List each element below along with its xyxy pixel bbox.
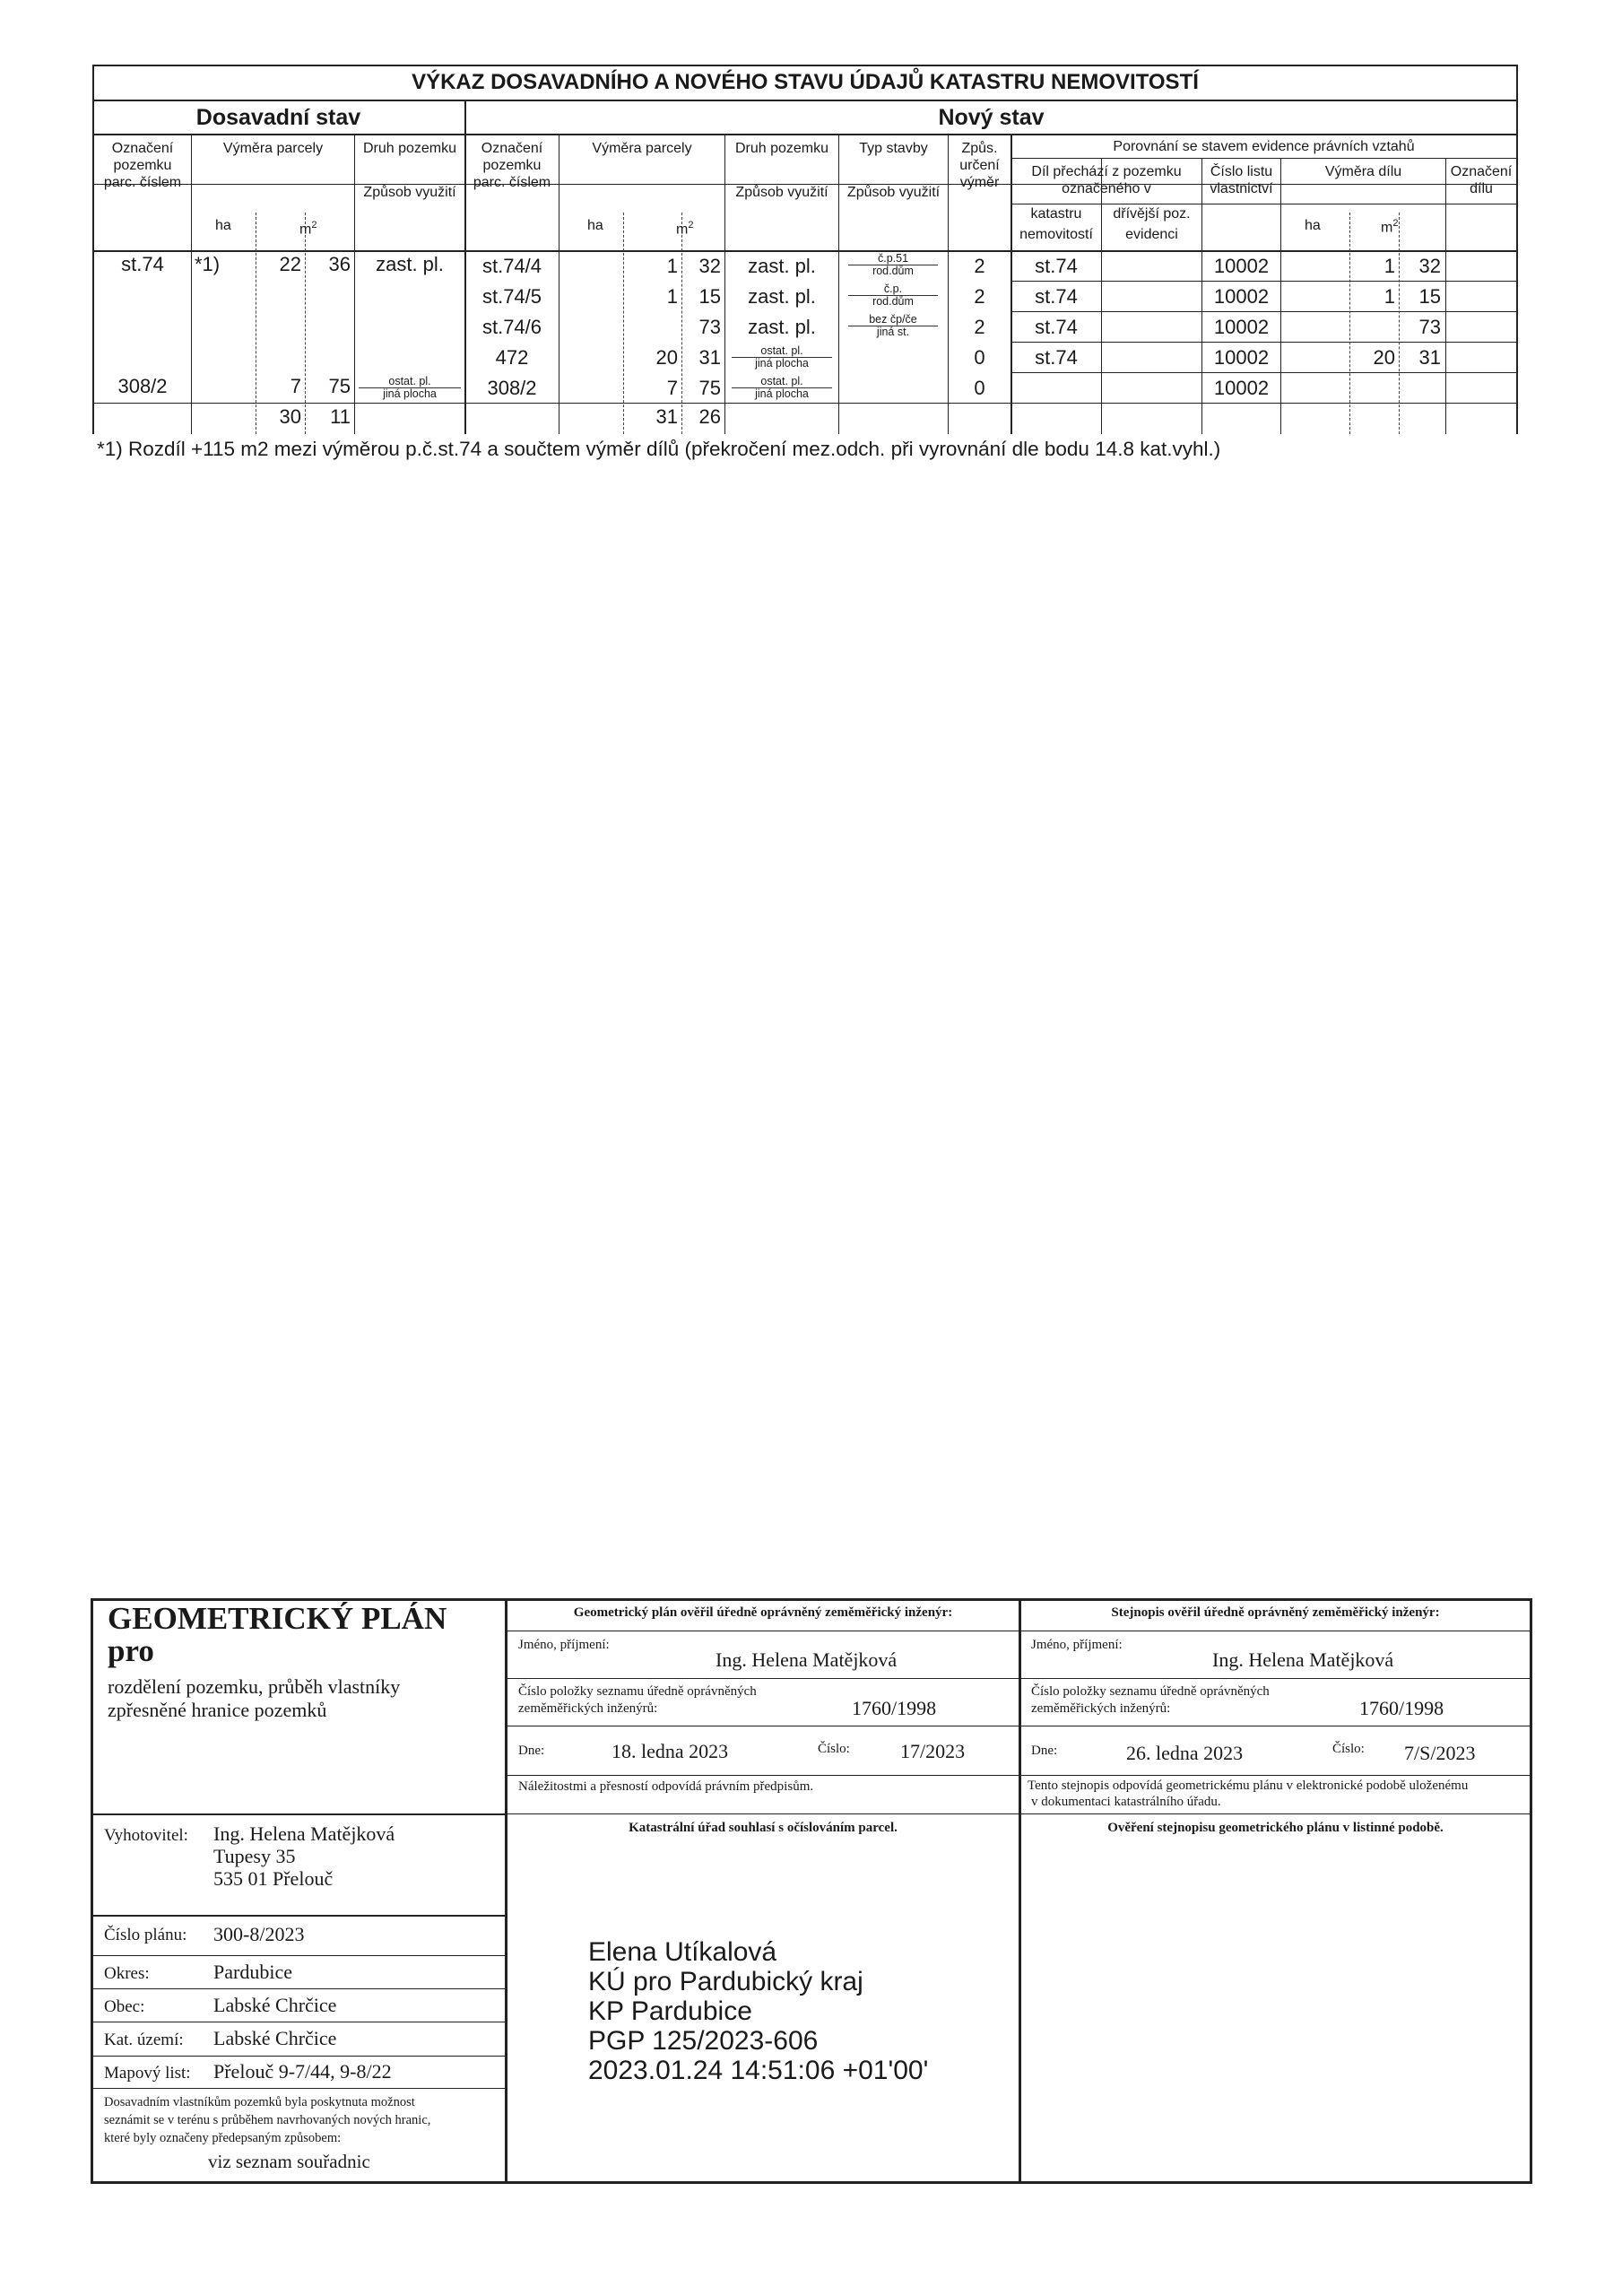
new-ha: 7: [666, 377, 678, 399]
plan-title: GEOMETRICKÝ PLÁN: [108, 1601, 447, 1636]
header-m2-novy: $m^2$: [676, 220, 694, 238]
new-kat: st.74: [1035, 255, 1078, 277]
header-dil-prechazi: Díl přechází z pozemku označeného v: [1031, 164, 1182, 196]
verify1-date: 18. ledna 2023: [612, 1740, 729, 1762]
new-typ: bez čp/če jiná st.: [848, 314, 938, 338]
new-zpus: 0: [974, 346, 985, 369]
header-cislo-listu: Číslo listu vlastnictví: [1210, 164, 1273, 196]
verify2-number-label: Číslo:: [1332, 1742, 1365, 1756]
listinne-title: Ověření stejnopisu geometrického plánu v listinné podobě.: [1107, 1821, 1444, 1835]
field-label: Obec:: [104, 1997, 145, 2016]
new-total-m2: 26: [698, 405, 721, 428]
header-zpusob: Způsob využití: [363, 185, 456, 200]
novy-stav-heading: Nový stav: [938, 105, 1045, 130]
field-label: Kat. území:: [104, 2031, 184, 2049]
field-value: Labské Chrčice: [213, 2027, 337, 2049]
old-total-ha: 30: [279, 405, 301, 428]
new-m2: 73: [698, 316, 721, 338]
old-parc: st.74: [121, 253, 164, 275]
old-m2: 36: [328, 253, 351, 275]
field-label: Okres:: [104, 1964, 150, 1983]
field-label: Mapový list:: [104, 2064, 191, 2083]
verify2-date: 26. ledna 2023: [1126, 1742, 1244, 1764]
vyhotovitel-label: Vyhotovitel:: [104, 1826, 188, 1845]
plan-purpose: rozdělení pozemku, průběh vlastníky zpřesněné hranice pozemků: [108, 1675, 401, 1721]
new-druh-small: ostat. pl. jiná plocha: [732, 376, 832, 400]
header-ha-novy: ha: [587, 218, 603, 233]
old-druh: zast. pl.: [376, 253, 444, 275]
new-druh: zast. pl.: [748, 285, 816, 308]
verify2-note: Tento stejnopis odpovídá geometrickému plánu v elektronické podobě uloženému v dokumentaci katastrálního úřadu.: [1028, 1779, 1469, 1809]
new-parc: 308/2: [487, 377, 537, 399]
new-dm2: 31: [1418, 346, 1441, 369]
header-vymera: Výměra parcely: [222, 141, 324, 156]
verify1-item-label: Číslo položky seznamu úředně oprávněných zeměměřických inženýrů:: [518, 1684, 757, 1716]
header-vymera-dilu: Výměra dílu: [1324, 164, 1402, 179]
new-dha: 20: [1373, 346, 1395, 369]
header-oznaceni-dilu: Označení dílu: [1450, 164, 1513, 196]
old-parc: 308/2: [117, 375, 168, 397]
header-drivejsi: dřívější poz. evidenci: [1113, 206, 1191, 242]
ku-stamp: Elena Utíkalová KÚ pro Pardubický kraj KP Pardubice PGP 125/2023-606 2023.01.24 14:51:06 +01'00': [588, 1937, 929, 2085]
header-porovnani: Porovnání se stavem evidence právních vztahů: [1113, 139, 1415, 154]
verify1-number-label: Číslo:: [818, 1742, 850, 1756]
new-druh: zast. pl.: [748, 316, 816, 338]
old-ha: 22: [279, 253, 301, 275]
verify1-name: Ing. Helena Matějková: [716, 1648, 898, 1671]
new-m2: 31: [698, 346, 721, 369]
field-value: Pardubice: [213, 1961, 292, 1983]
new-typ: č.p. rod.dům: [848, 283, 938, 308]
old-mark: *1): [195, 253, 221, 275]
new-dha: 1: [1383, 285, 1395, 308]
verify1-number: 17/2023: [900, 1740, 966, 1762]
new-zpus: 0: [974, 377, 985, 399]
new-druh-small: ostat. pl. jiná plocha: [732, 345, 832, 370]
verify2-item: 1760/1998: [1359, 1697, 1444, 1719]
vyhotovitel: Ing. Helena Matějková Tupesy 35 535 01 Přelouč: [213, 1822, 395, 1890]
verify1-name-label: Jméno, příjmení:: [518, 1638, 610, 1652]
verify1-title: Geometrický plán ověřil úředně oprávněný zeměměřický inženýr:: [573, 1605, 953, 1620]
header-zpusob-novy: Způsob využití: [735, 185, 828, 200]
header-ha: ha: [215, 218, 231, 233]
new-dha: 1: [1383, 255, 1395, 277]
new-m2: 15: [698, 285, 721, 308]
old-total-m2: 11: [330, 405, 351, 428]
new-total-ha: 31: [655, 405, 678, 428]
old-m2: 75: [328, 375, 351, 397]
verify2-name-label: Jméno, příjmení:: [1031, 1638, 1123, 1652]
new-dm2: 15: [1418, 285, 1441, 308]
owners-note: Dosavadním vlastníkům pozemků byla poskytnuta možnost seznámit se v terénu s průběhem navrhovaných nových hranic, které byly označeny předepsaným způsobem:: [104, 2095, 431, 2145]
ku-title: Katastrální úřad souhlasí s očíslováním parcel.: [629, 1821, 898, 1835]
vykaz-title: VÝKAZ DOSAVADNÍHO A NOVÉHO STAVU ÚDAJŮ KATASTRU NEMOVITOSTÍ: [412, 70, 1199, 94]
new-ha: 1: [666, 285, 678, 308]
header-druh-novy: Druh pozemku: [734, 141, 829, 156]
new-kat: st.74: [1035, 285, 1078, 308]
header-oznaceni: Označení pozemku parc. číslem: [103, 141, 182, 190]
verify1-date-label: Dne:: [518, 1744, 545, 1758]
new-ha: 1: [666, 255, 678, 277]
new-lv: 10002: [1213, 255, 1270, 277]
new-zpus: 2: [974, 255, 985, 277]
new-lv: 10002: [1213, 285, 1270, 308]
field-value: 300-8/2023: [213, 1923, 305, 1945]
footnote: *1) Rozdíl +115 m2 mezi výměrou p.č.st.74 a součtem výměr dílů (překročení mez.odch. při vyrovnání dle bodu 14.8 kat.vyhl.): [97, 438, 1221, 460]
header-zpusob-typ: Způsob využití: [846, 185, 941, 200]
verify1-item: 1760/1998: [852, 1697, 937, 1719]
field-value: Labské Chrčice: [213, 1994, 337, 2016]
old-druh-small: ostat. pl. jiná plocha: [359, 376, 461, 400]
new-lv: 10002: [1213, 346, 1270, 369]
header-ha-dil: ha: [1305, 218, 1321, 233]
owners-value: viz seznam souřadnic: [208, 2151, 370, 2172]
header-oznaceni-novy: Označení pozemku parc. číslem: [473, 141, 551, 190]
field-label: Číslo plánu:: [104, 1926, 187, 1944]
header-katastru: katastru nemovitostí: [1019, 206, 1093, 242]
header-druh: Druh pozemku: [362, 141, 457, 156]
header-vymera-novy: Výměra parcely: [592, 141, 692, 156]
dosavadni-stav-heading: Dosavadní stav: [195, 105, 361, 130]
new-lv: 10002: [1213, 377, 1270, 399]
new-parc: st.74/4: [481, 255, 542, 277]
new-parc: st.74/5: [481, 285, 542, 308]
verify2-date-label: Dne:: [1031, 1744, 1058, 1758]
new-dm2: 32: [1418, 255, 1441, 277]
verify2-item-label: Číslo položky seznamu úředně oprávněných zeměměřických inženýrů:: [1031, 1684, 1270, 1716]
new-zpus: 2: [974, 316, 985, 338]
header-typ-stavby: Typ stavby: [859, 141, 928, 156]
verify2-number: 7/S/2023: [1404, 1742, 1476, 1764]
new-parc: 472: [495, 346, 529, 369]
new-kat: st.74: [1035, 316, 1078, 338]
new-druh: zast. pl.: [748, 255, 816, 277]
new-zpus: 2: [974, 285, 985, 308]
verify1-note: Náležitostmi a přesností odpovídá právním předpisům.: [518, 1779, 814, 1794]
new-m2: 75: [698, 377, 721, 399]
header-m2-dil: $m^2$: [1381, 218, 1399, 236]
old-ha: 7: [290, 375, 301, 397]
new-lv: 10002: [1213, 316, 1270, 338]
field-value: Přelouč 9-7/44, 9-8/22: [213, 2060, 392, 2083]
plan-pro: pro: [108, 1633, 154, 1668]
new-parc: st.74/6: [481, 316, 542, 338]
new-kat: st.74: [1035, 346, 1078, 369]
header-zpus-urceni: Způs. určení výměr: [959, 141, 1000, 190]
new-ha: 20: [655, 346, 678, 369]
verify2-title: Stejnopis ověřil úředně oprávněný zeměměřický inženýr:: [1111, 1605, 1440, 1620]
new-dm2: 73: [1418, 316, 1441, 338]
header-m2: $m^2$: [299, 220, 317, 238]
new-typ: č.p.51 rod.dům: [848, 253, 938, 277]
new-m2: 32: [698, 255, 721, 277]
verify2-name: Ing. Helena Matějková: [1212, 1648, 1394, 1671]
